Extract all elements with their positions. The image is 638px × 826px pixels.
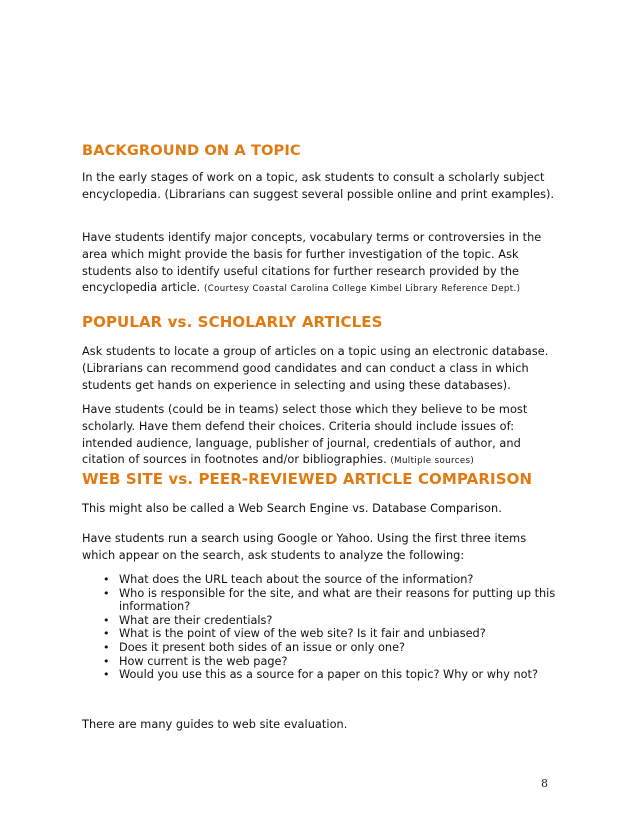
list-item-text: Does it present both sides of an issue or only one? <box>119 640 406 654</box>
page-number: 8 <box>541 777 548 790</box>
list-item <box>82 614 560 628</box>
paragraph-closing: There are many guides to web site evaluation. <box>82 718 348 731</box>
list-item <box>82 627 560 641</box>
bullet-icon: • <box>103 573 110 586</box>
list-item-text: Would you use this as a source for a paper on this topic? Why or why not? <box>119 668 538 682</box>
bullet-icon: • <box>103 627 110 641</box>
paragraph-background-identify <box>82 230 560 298</box>
list-item-text: Who is responsible for the site, and what are their reasons for putting up this information? <box>119 586 556 614</box>
credit-note: (Multiple sources) <box>390 456 475 467</box>
evaluation-questions-list <box>82 573 560 682</box>
list-item <box>82 587 560 614</box>
list-item <box>82 655 560 669</box>
list-item-text: What does the URL teach about the source of the information? <box>119 573 474 586</box>
paragraph-locate-articles: Ask students to locate a group of articles on a topic using an electronic database. (Librarians can recommend good candidates and can conduct a class in which students get hands on experience in selecting and using these databases). <box>82 345 549 392</box>
list-item-text: How current is the web page? <box>119 654 288 668</box>
section-heading-background: BACKGROUND ON A TOPIC <box>82 142 301 159</box>
section-heading-web-comparison: WEB SITE vs. PEER-REVIEWED ARTICLE COMPARISON <box>82 470 533 488</box>
paragraph-text: Have students (could be in teams) select those which they believe to be most scholarly. Have them defend their choices. Criteria should include issues of: intended audience, language, publisher of journal, credentials of author, and citation of sources in footnotes and/or bibliographies. <box>82 403 528 467</box>
list-item-text: What are their credentials? <box>119 613 273 627</box>
bullet-icon: • <box>103 640 110 654</box>
bullet-icon: • <box>103 654 110 668</box>
section-heading-popular-scholarly: POPULAR vs. SCHOLARLY ARTICLES <box>82 313 383 331</box>
list-item <box>82 573 560 587</box>
paragraph-run-search: Have students run a search using Google or Yahoo. Using the first three items which appear on the search, ask students to analyze the following: <box>82 532 527 562</box>
bullet-icon: • <box>103 613 110 627</box>
paragraph-alt-name: This might also be called a Web Search Engine vs. Database Comparison. <box>82 502 502 515</box>
list-item-text: What is the point of view of the web site? Is it fair and unbiased? <box>119 627 486 641</box>
credit-note: (Courtesy Coastal Carolina College Kimbel Library Reference Dept.) <box>203 284 521 295</box>
bullet-icon: • <box>103 668 110 682</box>
bullet-icon: • <box>103 586 110 600</box>
paragraph-text: Have students identify major concepts, vocabulary terms or controversies in the area which might provide the basis for further investigation of the topic. Ask students also to identify useful citations for further research provided by the encyclopedia article. <box>82 231 542 295</box>
paragraph-select-scholarly <box>82 402 560 470</box>
paragraph-background-intro: In the early stages of work on a topic, ask students to consult a scholarly subject encyclopedia. (Librarians can suggest several possible online and print examples). <box>82 171 555 201</box>
list-item <box>82 641 560 655</box>
list-item <box>82 668 560 682</box>
